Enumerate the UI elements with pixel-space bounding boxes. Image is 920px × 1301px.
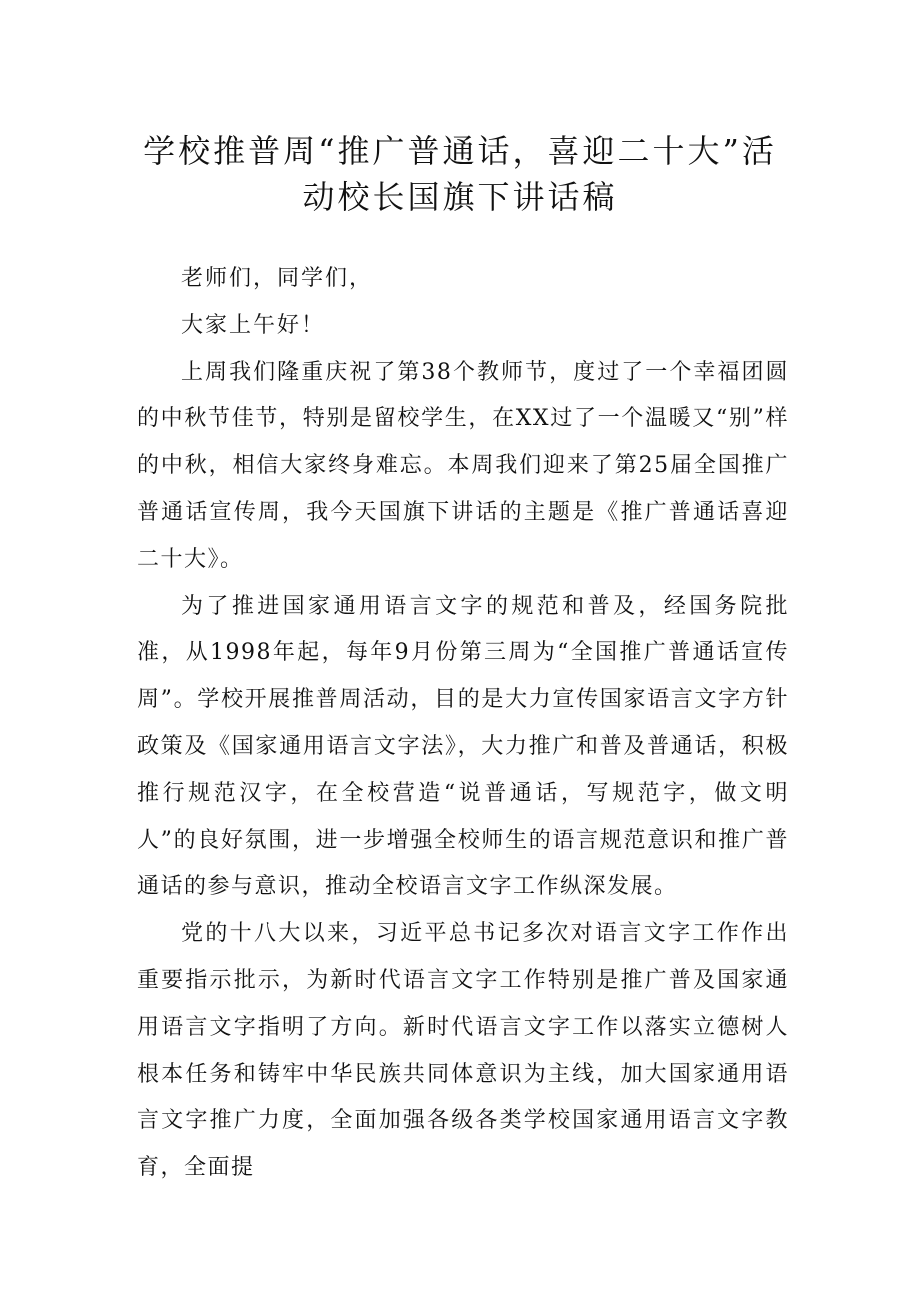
greeting-paragraph: 老师们，同学们， bbox=[181, 266, 374, 291]
body-paragraph-1: 上周我们隆重庆祝了第38个教师节，度过了一个幸福团圆的中秋节佳节，特别是留校学生，在XX过了一个温暖又“别”样的中秋，相信大家终身难忘。本周我们迎来了第25届全国推广普通话宣传周，我今天国旗下讲话的主题是《推广普通话喜迎二十大》。 bbox=[137, 359, 789, 572]
body-paragraph-2: 为了推进国家通用语言文字的规范和普及，经国务院批准，从1998年起，每年9月份第三周为“全国推广普通话宣传周”。学校开展推普周活动，目的是大力宣传国家语言文字方针政策及《国家通用语言文字法》，大力推广和普及普通话，积极推行规范汉字，在全校营造“说普通话，写规范字，做文明人”的良好氛围，进一步增强全校师生的语言规范意识和推广普通话的参与意识，推动全校语言文字工作纵深发展。 bbox=[137, 593, 789, 900]
title-line-1: 学校推普周“推广普通话，喜迎二十大”活 bbox=[143, 132, 777, 170]
salutation-paragraph: 大家上午好！ bbox=[181, 312, 326, 338]
body-paragraph-3: 党的十八大以来，习近平总书记多次对语言文字工作作出重要指示批示，为新时代语言文字工作特别是推广普及国家通用语言文字指明了方向。新时代语言文字工作以落实立德树人根本任务和铸牢中华民族共同体意识为主线，加大国家通用语言文字推广力度，全面加强各级各类学校国家通用语言文字教育，全面提 bbox=[137, 921, 789, 1181]
document-title bbox=[130, 128, 790, 220]
document-body bbox=[137, 256, 789, 1192]
title-line-2: 动校长国旗下讲话稿 bbox=[302, 178, 618, 216]
